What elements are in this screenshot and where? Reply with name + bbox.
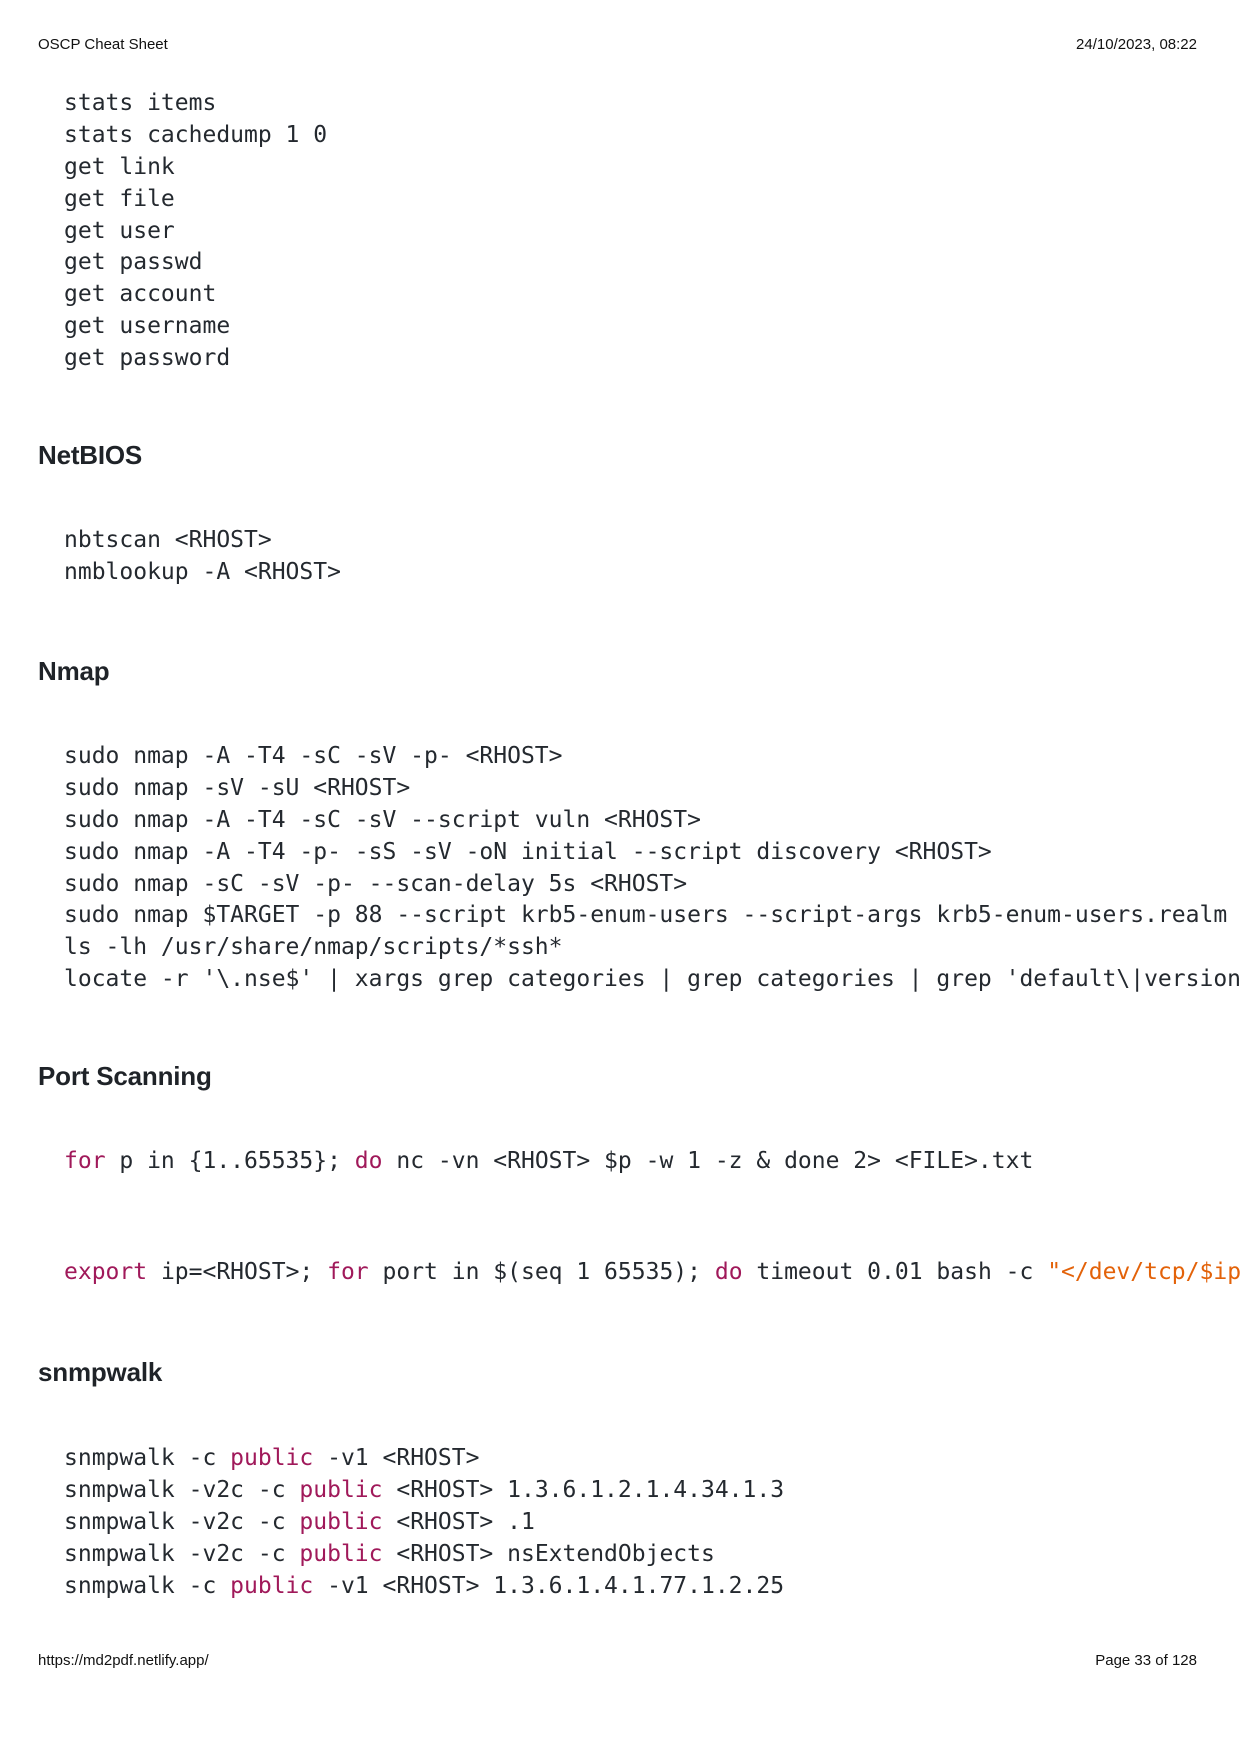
code-text: snmpwalk -c (64, 1445, 231, 1471)
keyword: public (299, 1476, 383, 1503)
code-text: <RHOST> 1.3.6.1.2.1.4.34.1.3 (382, 1476, 785, 1503)
code-line (64, 1507, 1199, 1539)
code-line: get user (64, 217, 175, 244)
memcache-code-block (64, 88, 1199, 375)
code-line: sudo nmap $TARGET -p 88 --script krb5-enum-users --script-args krb5-enum-users.realm (64, 902, 1228, 929)
keyword: do (354, 1148, 383, 1174)
code-line: sudo nmap -A -T4 -sC -sV -p- <RHOST> (64, 743, 563, 769)
code-text: snmpwalk -v2c -c (64, 1540, 300, 1567)
code-line: get file (64, 185, 175, 212)
keyword: public (230, 1445, 314, 1471)
section-heading-nmap: Nmap (38, 656, 110, 686)
port-scan-code-block-1 (64, 1146, 1199, 1178)
code-line (64, 1146, 1199, 1178)
section-heading-port-scanning: Port Scanning (38, 1061, 212, 1091)
keyword: export (64, 1259, 148, 1285)
footer-url: https://md2pdf.netlify.app/ (38, 1652, 209, 1669)
print-datetime: 24/10/2023, 08:22 (1076, 36, 1197, 53)
nmap-code-block (64, 741, 1241, 996)
keyword: public (230, 1572, 314, 1599)
code-line (64, 1443, 1199, 1475)
code-text: nc -vn <RHOST> $p -w 1 -z & done 2> <FILE>.txt (382, 1148, 1034, 1174)
code-line: get username (64, 313, 231, 340)
code-line (64, 1475, 1199, 1507)
netbios-code-block (64, 525, 1199, 589)
code-text: snmpwalk -v2c -c (64, 1508, 300, 1535)
code-line: stats cachedump 1 0 (64, 121, 328, 148)
code-line: sudo nmap -sV -sU <RHOST> (64, 774, 411, 801)
code-line (64, 1257, 1241, 1289)
code-line: locate -r '\.nse$' | xargs grep categories | grep categories | grep 'default\|version (64, 966, 1241, 993)
code-line: nbtscan <RHOST> (64, 527, 272, 553)
code-text: port in $(seq 1 65535); (368, 1259, 715, 1285)
document-title: OSCP Cheat Sheet (38, 36, 168, 53)
code-text: -v1 <RHOST> 1.3.6.1.4.1.77.1.2.25 (313, 1572, 785, 1599)
keyword: public (299, 1540, 383, 1567)
string-literal: "</dev/tcp/$ip (1047, 1259, 1241, 1285)
code-line: get link (64, 153, 175, 180)
code-line: sudo nmap -A -T4 -sC -sV --script vuln <RHOST> (64, 806, 701, 833)
page-number: Page 33 of 128 (1095, 1652, 1197, 1669)
code-text: ip=<RHOST>; (147, 1259, 328, 1285)
code-line: ls -lh /usr/share/nmap/scripts/*ssh* (64, 934, 563, 961)
code-text: <RHOST> nsExtendObjects (382, 1540, 715, 1567)
code-text: -v1 <RHOST> (313, 1445, 480, 1471)
code-text: snmpwalk -v2c -c (64, 1476, 300, 1503)
code-line: get password (64, 345, 231, 372)
keyword: for (64, 1148, 106, 1174)
code-line: stats items (64, 90, 217, 116)
code-text: timeout 0.01 bash -c (742, 1259, 1048, 1285)
code-text: <RHOST> .1 (382, 1508, 535, 1535)
code-line: get account (64, 281, 217, 308)
code-text: p in {1..65535}; (105, 1148, 355, 1174)
code-line: sudo nmap -A -T4 -p- -sS -sV -oN initial --script discovery <RHOST> (64, 838, 992, 865)
keyword: do (714, 1259, 743, 1285)
code-line: nmblookup -A <RHOST> (64, 558, 341, 585)
port-scan-code-block-2 (64, 1257, 1241, 1289)
code-line (64, 1571, 1199, 1603)
code-line: sudo nmap -sC -sV -p- --scan-delay 5s <RHOST> (64, 870, 688, 897)
code-line: get passwd (64, 249, 203, 276)
snmpwalk-code-block (64, 1443, 1199, 1602)
section-heading-netbios: NetBIOS (38, 440, 143, 470)
code-line (64, 1539, 1199, 1571)
section-heading-snmpwalk: snmpwalk (38, 1357, 163, 1387)
code-text: snmpwalk -c (64, 1572, 231, 1599)
keyword: public (299, 1508, 383, 1535)
keyword: for (327, 1259, 369, 1285)
